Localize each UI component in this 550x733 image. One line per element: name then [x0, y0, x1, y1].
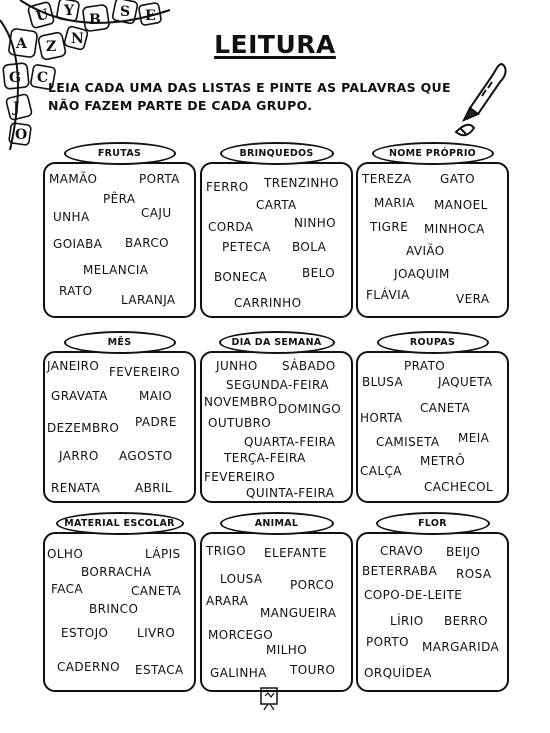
word-item[interactable]: MELANCIA	[83, 263, 149, 277]
word-item[interactable]: BONECA	[214, 270, 268, 284]
svg-text:S: S	[120, 4, 131, 20]
word-item[interactable]: SEGUNDA-FEIRA	[226, 378, 329, 392]
word-item[interactable]: BARCO	[125, 236, 170, 250]
svg-text:B: B	[89, 12, 101, 28]
word-item[interactable]: CARTA	[256, 198, 297, 212]
word-item[interactable]: BLUSA	[362, 375, 404, 389]
word-item[interactable]: FLÁVIA	[366, 288, 410, 302]
word-item[interactable]: BELO	[302, 266, 336, 280]
word-item[interactable]: BEIJO	[446, 545, 481, 559]
word-item[interactable]: MILHO	[266, 643, 308, 657]
svg-text:J: J	[13, 100, 20, 116]
word-item[interactable]: DEZEMBRO	[47, 421, 120, 435]
word-item[interactable]: LARANJA	[121, 293, 176, 307]
svg-text:Z: Z	[46, 39, 57, 55]
word-item[interactable]: MANGUEIRA	[260, 606, 337, 620]
word-item[interactable]: FERRO	[206, 180, 249, 194]
word-item[interactable]: LÍRIO	[390, 614, 424, 628]
word-item[interactable]: TRIGO	[206, 544, 246, 558]
word-item[interactable]: ROSA	[456, 567, 492, 581]
group-label: NOME PRÓPRIO	[372, 142, 494, 165]
word-item[interactable]: PORTO	[366, 635, 409, 649]
word-item[interactable]: TIGRE	[370, 220, 409, 234]
word-item[interactable]: MINHOCA	[424, 222, 485, 236]
word-item[interactable]: DOMINGO	[278, 402, 342, 416]
word-item[interactable]: CAMISETA	[376, 435, 440, 449]
word-item[interactable]: CRAVO	[380, 544, 424, 558]
word-item[interactable]: ESTACA	[135, 663, 184, 677]
word-item[interactable]: TEREZA	[362, 172, 412, 186]
word-item[interactable]: BORRACHA	[81, 565, 152, 579]
word-item[interactable]: JARRO	[59, 449, 99, 463]
word-item[interactable]: MORCEGO	[208, 628, 274, 642]
word-item[interactable]: GALINHA	[210, 666, 267, 680]
word-item[interactable]: CAJU	[141, 206, 172, 220]
word-item[interactable]: ABRIL	[135, 481, 173, 495]
svg-text:U: U	[34, 6, 51, 25]
word-item[interactable]: FEVEREIRO	[109, 365, 181, 379]
word-item[interactable]: OUTUBRO	[208, 416, 272, 430]
word-item[interactable]: RENATA	[51, 481, 101, 495]
word-item[interactable]: LOUSA	[220, 572, 263, 586]
word-item[interactable]: LÁPIS	[145, 547, 181, 561]
word-item[interactable]: LIVRO	[137, 626, 176, 640]
word-item[interactable]: QUINTA-FEIRA	[246, 486, 335, 500]
group-label: BRINQUEDOS	[220, 142, 334, 165]
word-item[interactable]: TERÇA-FEIRA	[224, 451, 306, 465]
word-item[interactable]: AGOSTO	[119, 449, 173, 463]
word-item[interactable]: NOVEMBRO	[204, 395, 278, 409]
word-item[interactable]: CALÇA	[360, 464, 402, 478]
group-label: MÊS	[64, 331, 176, 354]
word-item[interactable]: PORCO	[290, 578, 335, 592]
word-item[interactable]: PADRE	[135, 415, 177, 429]
word-item[interactable]: ELEFANTE	[264, 546, 327, 560]
word-item[interactable]: BERRO	[444, 614, 488, 628]
word-item[interactable]: CADERNO	[57, 660, 120, 674]
instructions-text: LEIA CADA UMA DAS LISTAS E PINTE AS PALAVRAS QUE NÃO FAZEM PARTE DE CADA GRUPO.	[48, 80, 451, 113]
word-item[interactable]: CANETA	[131, 584, 182, 598]
word-item[interactable]: JANEIRO	[47, 359, 100, 373]
word-item[interactable]: QUARTA-FEIRA	[244, 435, 336, 449]
word-item[interactable]: MEIA	[458, 431, 490, 445]
svg-text:O: O	[15, 127, 28, 143]
word-item[interactable]: OLHO	[47, 547, 84, 561]
word-item[interactable]: MAIO	[139, 389, 173, 403]
svg-text:G: G	[9, 70, 21, 86]
group-label: FRUTAS	[64, 142, 176, 165]
page-title: LEITURA	[214, 30, 336, 59]
word-item[interactable]: HORTA	[360, 411, 403, 425]
word-item[interactable]: ORQUÍDEA	[364, 666, 432, 680]
word-item[interactable]: TRENZINHO	[264, 176, 340, 190]
word-item[interactable]: TOURO	[290, 663, 336, 677]
word-item[interactable]: FACA	[51, 582, 83, 596]
word-item[interactable]: JOAQUIM	[394, 267, 450, 281]
word-item[interactable]: ESTOJO	[61, 626, 109, 640]
word-item[interactable]: CARRINHO	[234, 296, 302, 310]
word-item[interactable]: METRÔ	[420, 454, 466, 468]
group-label: MATERIAL ESCOLAR	[56, 512, 184, 535]
word-item[interactable]: GOIABA	[53, 237, 103, 251]
word-item[interactable]: AVIÃO	[406, 244, 445, 258]
group-label: DIA DA SEMANA	[219, 331, 335, 354]
word-item[interactable]: BOLA	[292, 240, 327, 254]
word-item[interactable]: SÁBADO	[282, 359, 336, 373]
word-item[interactable]: PRATO	[404, 359, 446, 373]
group-label: ROUPAS	[377, 331, 489, 354]
word-item[interactable]: RATO	[59, 284, 93, 298]
group-label: FLOR	[376, 512, 490, 535]
word-item[interactable]: MAMÃO	[49, 172, 98, 186]
word-item[interactable]: COPO-DE-LEITE	[364, 588, 463, 602]
word-item[interactable]: MARIA	[374, 196, 415, 210]
word-item[interactable]: NINHO	[294, 216, 336, 230]
word-item[interactable]: GRAVATA	[51, 389, 108, 403]
svg-text:N: N	[71, 31, 84, 47]
word-item[interactable]: UNHA	[53, 210, 90, 224]
word-item[interactable]: MANOEL	[434, 198, 488, 212]
word-item[interactable]: PETECA	[222, 240, 271, 254]
word-item[interactable]: FEVEREIRO	[204, 470, 276, 484]
word-item[interactable]: CACHECOL	[424, 480, 494, 494]
svg-text:Y: Y	[64, 3, 74, 19]
group-label: ANIMAL	[220, 512, 334, 535]
word-item[interactable]: PÊRA	[103, 192, 136, 206]
word-item[interactable]: JAQUETA	[438, 375, 493, 389]
word-item[interactable]: PORTA	[139, 172, 180, 186]
pen-icon	[452, 62, 512, 142]
svg-text:C: C	[37, 70, 49, 86]
word-item[interactable]: VERA	[456, 292, 490, 306]
svg-text:E: E	[145, 8, 156, 24]
word-item[interactable]: ARARA	[206, 594, 249, 608]
svg-text:A: A	[16, 36, 27, 52]
word-item[interactable]: BETERRABA	[362, 564, 438, 578]
word-item[interactable]: BRINCO	[89, 602, 139, 616]
word-item[interactable]: CORDA	[208, 220, 254, 234]
word-item[interactable]: CANETA	[420, 401, 471, 415]
word-item[interactable]: MARGARIDA	[422, 640, 500, 654]
alphabet-letters-icon	[0, 0, 175, 150]
word-item[interactable]: GATO	[440, 172, 475, 186]
word-item[interactable]: JUNHO	[216, 359, 258, 373]
